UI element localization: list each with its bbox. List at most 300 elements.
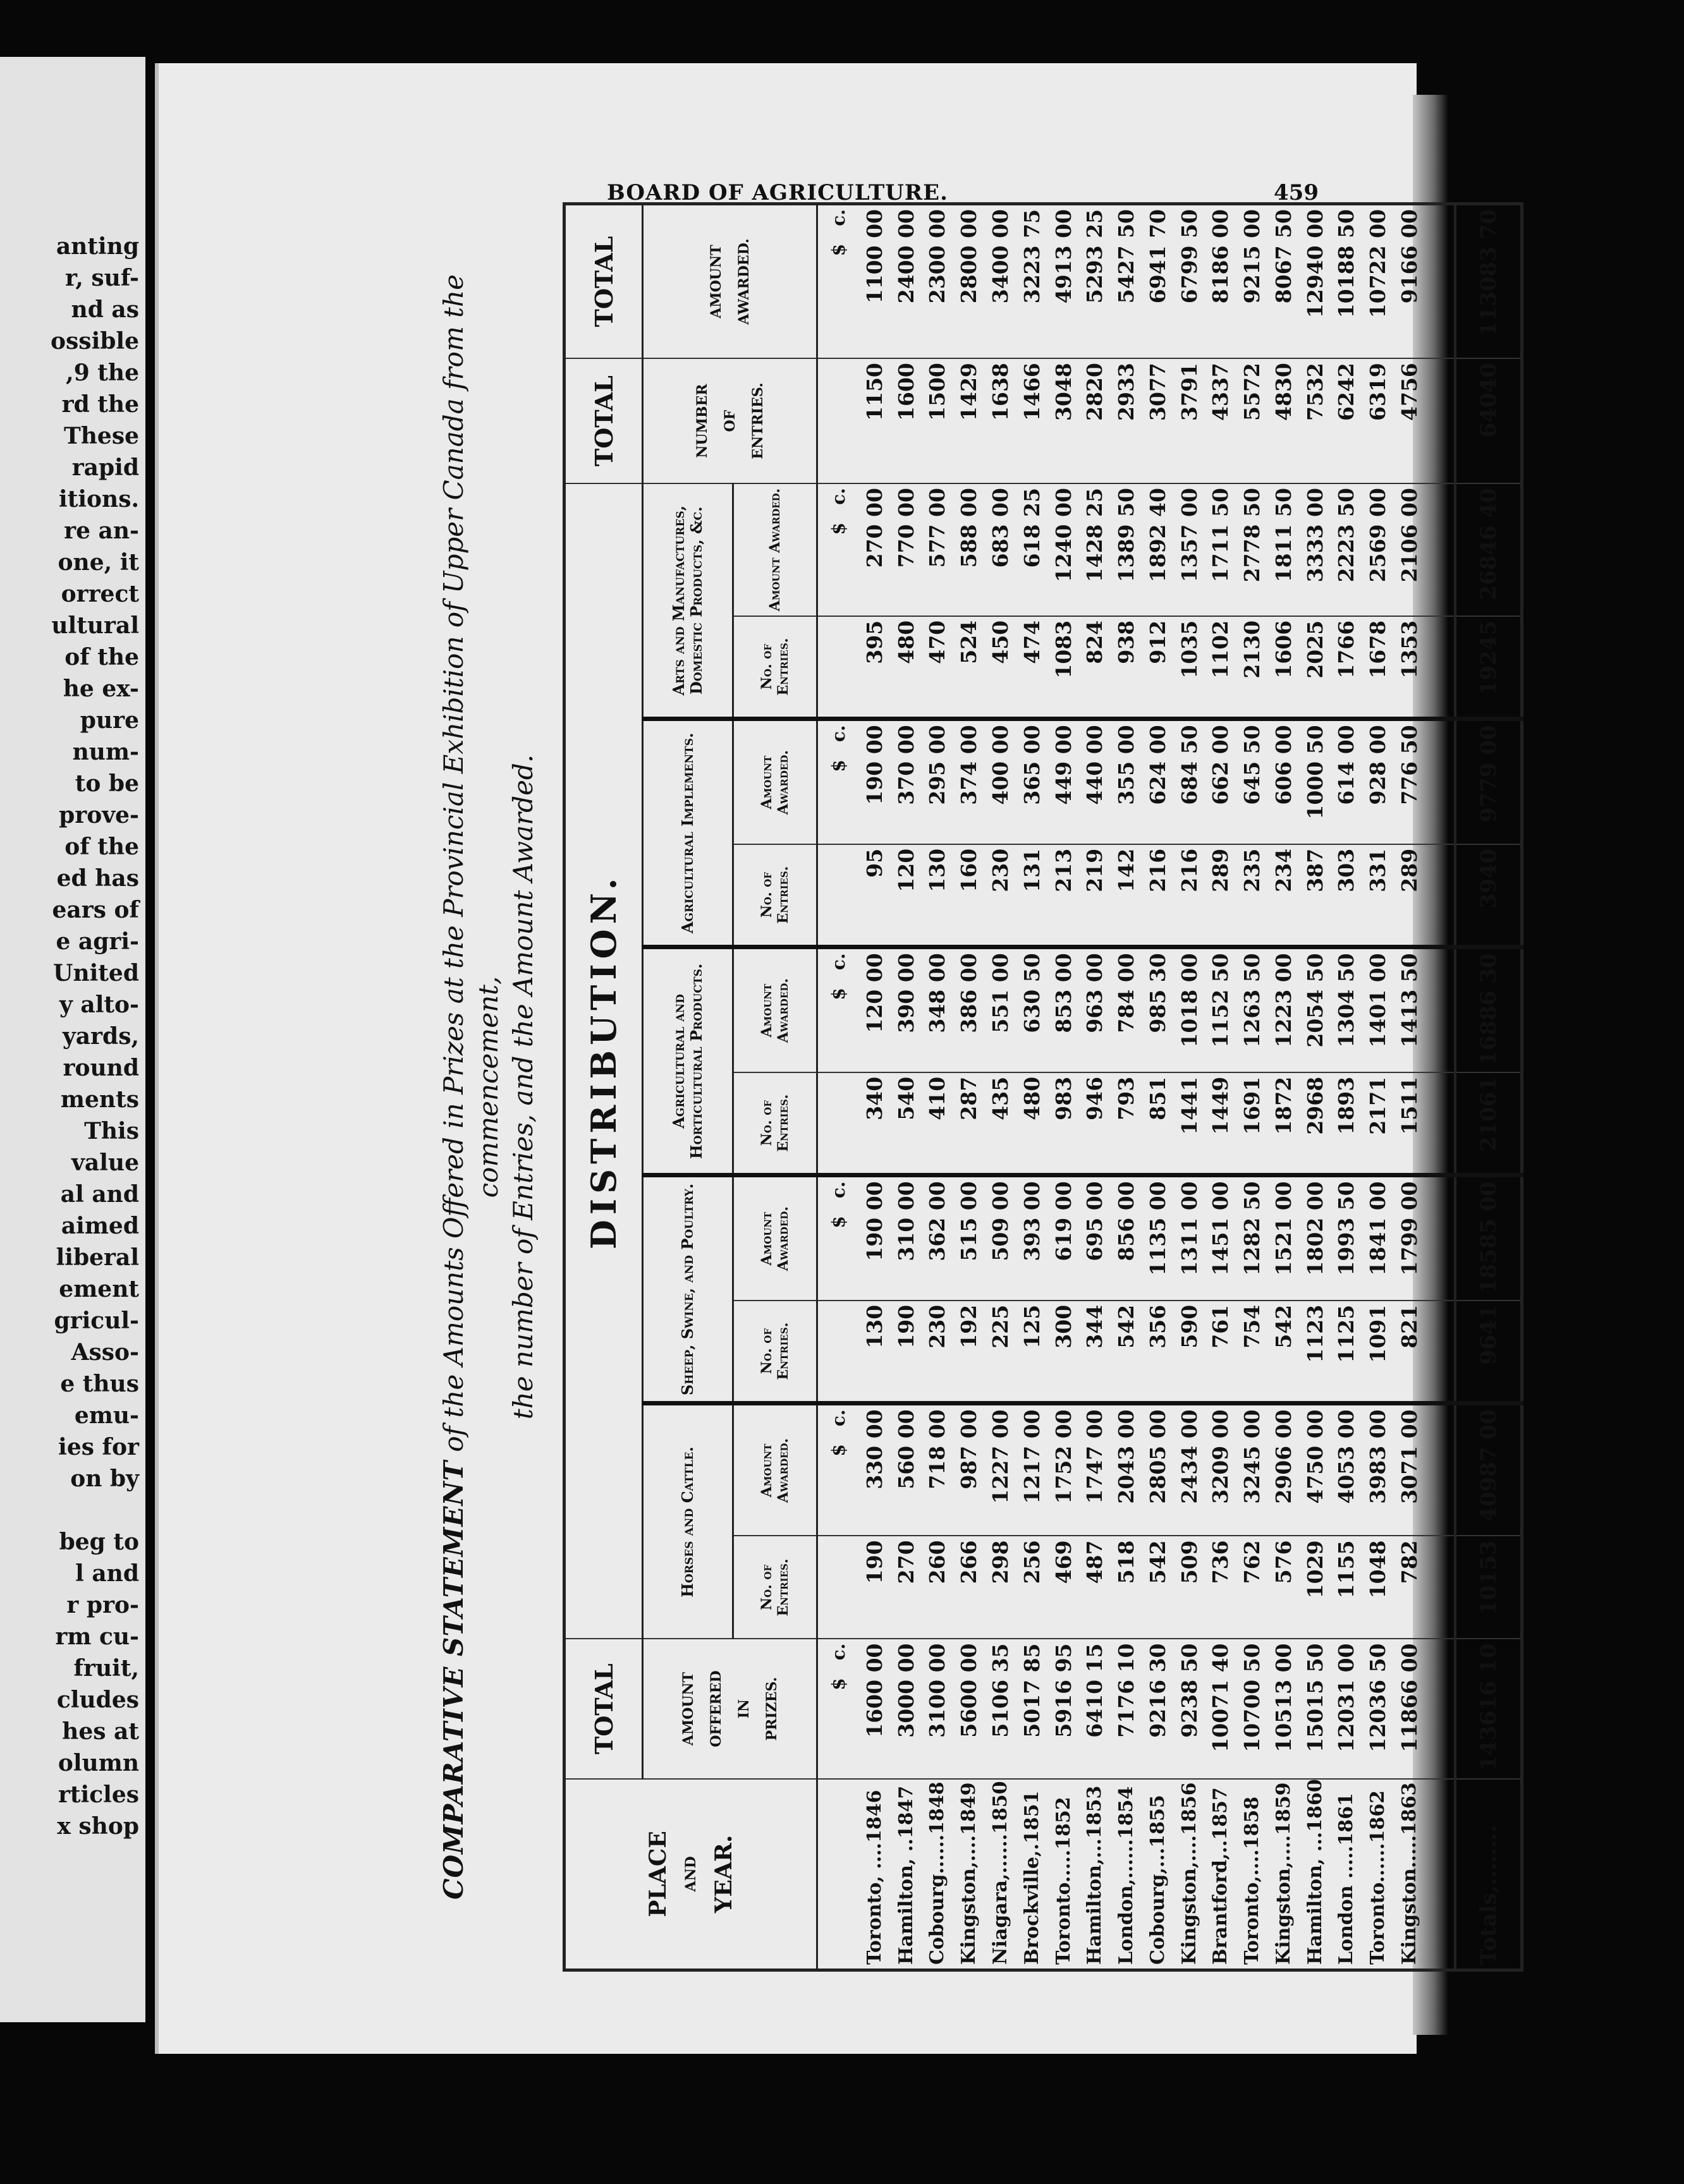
value-cell-ai-e: 289: [1205, 844, 1236, 947]
value-cell-am-a: 1240 00: [1048, 483, 1080, 616]
place-year-cell: Kingston.....1863: [1394, 1779, 1425, 1970]
value-cell-ss-a: 1799 00: [1394, 1175, 1425, 1301]
previous-page-line: y alto-: [59, 992, 139, 1018]
value-cell-ss-e: 192: [953, 1301, 985, 1404]
value-cell-t-a: 2800 00: [953, 204, 985, 359]
value-cell-t-a: 2400 00: [891, 204, 922, 359]
caption-line1: of the Amounts Offered in Prizes at the Provincial Exhibition of Upper Canada from the commencement,: [438, 274, 504, 1460]
value-cell-offered: 5017 85: [1016, 1639, 1048, 1778]
value-cell-t-a: 8067 50: [1268, 204, 1300, 359]
value-cell-ah-a: 985 30: [1142, 947, 1174, 1072]
value-cell-ah-a: 853 00: [1048, 947, 1080, 1072]
header-prizes: PRIZES.: [763, 1677, 780, 1741]
totals-cell-ss-e: 9641: [1455, 1301, 1522, 1404]
value-cell-ss-e: 761: [1205, 1301, 1236, 1404]
unit-dollar: $: [827, 988, 849, 1000]
value-cell-ss-a: 1451 00: [1205, 1175, 1236, 1301]
sub-ss-amount: Amount Awarded.: [733, 1175, 817, 1301]
value-cell-ah-a: 1263 50: [1236, 947, 1268, 1072]
unit-cell: [817, 947, 860, 1072]
value-cell-t-a: 2300 00: [922, 204, 954, 359]
sub-am-entries: No. of Entries.: [733, 616, 817, 719]
value-cell-ah-a: 348 00: [922, 947, 954, 1072]
previous-page-line: ,9 the: [66, 360, 139, 386]
previous-page-line: he ex-: [63, 676, 139, 702]
previous-page-line: aimed: [61, 1213, 139, 1239]
unit-dollar: $: [827, 760, 849, 772]
value-cell-t-a: 6941 70: [1142, 204, 1174, 359]
value-cell-hc-a: 560 00: [891, 1404, 922, 1536]
value-cell-offered: 12031 00: [1331, 1639, 1363, 1778]
value-cell-ah-a: 1018 00: [1174, 947, 1205, 1072]
previous-page-line: rd the: [61, 391, 139, 418]
unit-dollar: $: [827, 1444, 849, 1457]
value-cell-hc-a: 3983 00: [1362, 1404, 1394, 1536]
value-cell-ss-e: 125: [1016, 1301, 1048, 1404]
value-cell-t-e: 1638: [985, 358, 1016, 483]
previous-page-line: beg to: [59, 1529, 139, 1555]
previous-page-line: ed has: [56, 865, 139, 892]
value-cell-am-e: 1102: [1205, 616, 1236, 719]
header-distribution: DISTRIBUTION.: [564, 483, 643, 1639]
table-body: [817, 204, 1522, 1970]
table-row: [1142, 204, 1174, 1970]
spacer-cell: [1425, 844, 1455, 947]
previous-page-line: Asso-: [71, 1339, 139, 1366]
value-cell-hc-e: 487: [1079, 1536, 1111, 1639]
unit-empty-cell: [817, 1072, 860, 1175]
previous-page-line: rapid: [71, 454, 139, 481]
sub-hc-amount: Amount Awarded.: [733, 1404, 817, 1536]
header-year: YEAR.: [711, 1835, 737, 1914]
previous-page-line: round: [63, 1055, 139, 1081]
header-number-of-entries: [643, 358, 817, 483]
previous-page-line: ossible: [51, 328, 139, 355]
previous-page-line: gricul-: [54, 1307, 139, 1334]
previous-page-line: emu-: [74, 1402, 139, 1429]
table-caption: [436, 186, 556, 1987]
value-cell-ss-a: 190 00: [859, 1175, 891, 1301]
value-cell-t-e: 3077: [1142, 358, 1174, 483]
value-cell-ss-a: 509 00: [985, 1175, 1016, 1301]
value-cell-ss-e: 1091: [1362, 1301, 1394, 1404]
table-row: [922, 204, 954, 1970]
previous-page-line: al and: [60, 1181, 139, 1208]
value-cell-ss-e: 1123: [1300, 1301, 1331, 1404]
value-cell-t-e: 1500: [922, 358, 954, 483]
unit-empty-cell: [817, 1301, 860, 1404]
rotated-table-block: [436, 186, 1530, 1987]
value-cell-am-e: 912: [1142, 616, 1174, 719]
unit-empty-cell: [817, 844, 860, 947]
table-row: [1079, 204, 1111, 1970]
previous-page-line: prove-: [59, 802, 139, 828]
value-cell-hc-e: 469: [1048, 1536, 1080, 1639]
value-cell-am-a: 618 25: [1016, 483, 1048, 616]
value-cell-ss-a: 695 00: [1079, 1175, 1111, 1301]
value-cell-ss-e: 542: [1111, 1301, 1142, 1404]
value-cell-t-e: 2933: [1111, 358, 1142, 483]
value-cell-am-a: 2106 00: [1394, 483, 1425, 616]
value-cell-am-a: 770 00: [891, 483, 922, 616]
value-cell-t-a: 5427 50: [1111, 204, 1142, 359]
previous-page-line: itions.: [59, 486, 139, 513]
header-amount-awarded: [643, 204, 817, 359]
value-cell-ai-a: 365 00: [1016, 719, 1048, 844]
value-cell-ah-e: 851: [1142, 1072, 1174, 1175]
value-cell-t-e: 3048: [1048, 358, 1080, 483]
header-of: OF: [721, 410, 738, 432]
value-cell-hc-a: 1747 00: [1079, 1404, 1111, 1536]
table-row: [1362, 204, 1394, 1970]
spacer-cell: [1425, 1175, 1455, 1301]
value-cell-hc-a: 4750 00: [1300, 1404, 1331, 1536]
value-cell-ah-a: 120 00: [859, 947, 891, 1072]
value-cell-hc-e: 1029: [1300, 1536, 1331, 1639]
value-cell-hc-e: 1155: [1331, 1536, 1363, 1639]
value-cell-ai-e: 142: [1111, 844, 1142, 947]
value-cell-t-e: 7532: [1300, 358, 1331, 483]
header-place: PLACE: [645, 1831, 671, 1917]
value-cell-am-e: 2130: [1236, 616, 1268, 719]
value-cell-ss-a: 1993 50: [1331, 1175, 1363, 1301]
previous-page-line: cludes: [56, 1687, 139, 1713]
spacer-cell: [1425, 358, 1455, 483]
totals-cell-ai-e: 3940: [1455, 844, 1522, 947]
table-row: [1236, 204, 1268, 1970]
value-cell-ah-e: 435: [985, 1072, 1016, 1175]
value-cell-ai-a: 370 00: [891, 719, 922, 844]
value-cell-am-a: 1357 00: [1174, 483, 1205, 616]
value-cell-am-a: 1811 50: [1268, 483, 1300, 616]
unit-cell: [817, 483, 860, 616]
value-cell-ah-e: 540: [891, 1072, 922, 1175]
value-cell-offered: 1600 00: [859, 1639, 891, 1778]
value-cell-ai-e: 230: [985, 844, 1016, 947]
value-cell-ah-a: 390 00: [891, 947, 922, 1072]
value-cell-offered: 11866 00: [1394, 1639, 1425, 1778]
place-year-cell: Brantford,..1857: [1205, 1779, 1236, 1970]
previous-page-line: These: [63, 423, 139, 449]
unit-empty-cell: [817, 1536, 860, 1639]
value-cell-offered: 9238 50: [1174, 1639, 1205, 1778]
previous-page-line: on by: [70, 1465, 139, 1492]
value-cell-ai-e: 289: [1394, 844, 1425, 947]
value-cell-t-e: 3791: [1174, 358, 1205, 483]
header-awarded: AWARDED.: [735, 238, 752, 325]
comparative-statement-table: [563, 202, 1523, 1972]
value-cell-hc-a: 1217 00: [1016, 1404, 1048, 1536]
sub-ah-amount: Amount Awarded.: [733, 947, 817, 1072]
value-cell-ss-a: 393 00: [1016, 1175, 1048, 1301]
spacer-row: [1425, 204, 1455, 1970]
value-cell-am-a: 577 00: [922, 483, 954, 616]
value-cell-ss-e: 754: [1236, 1301, 1268, 1404]
previous-page-line: e thus: [60, 1371, 139, 1397]
value-cell-ah-e: 287: [953, 1072, 985, 1175]
previous-page-line: liberal: [56, 1244, 139, 1271]
unit-cell: [817, 1175, 860, 1301]
unit-cell: [817, 204, 860, 359]
value-cell-ah-e: 793: [1111, 1072, 1142, 1175]
value-cell-hc-a: 2043 00: [1111, 1404, 1142, 1536]
value-cell-t-e: 6242: [1331, 358, 1363, 483]
spacer-cell: [1425, 204, 1455, 359]
totals-cell-ah-a: 16886 30: [1455, 947, 1522, 1072]
value-cell-offered: 9216 30: [1142, 1639, 1174, 1778]
unit-cents: c.: [827, 725, 849, 743]
value-cell-ai-e: 331: [1362, 844, 1394, 947]
spacer-cell: [1425, 1639, 1455, 1778]
unit-dollar: $: [827, 522, 849, 535]
value-cell-offered: 6410 15: [1079, 1639, 1111, 1778]
unit-cents: c.: [827, 1643, 849, 1661]
value-cell-ss-e: 344: [1079, 1301, 1111, 1404]
value-cell-am-a: 2569 00: [1362, 483, 1394, 616]
value-cell-am-e: 450: [985, 616, 1016, 719]
value-cell-hc-a: 2434 00: [1174, 1404, 1205, 1536]
running-header: BOARD OF AGRICULTURE.: [607, 180, 948, 205]
previous-page-line: anting: [56, 233, 139, 260]
place-year-cell: Toronto.....1852: [1048, 1779, 1080, 1970]
value-cell-ai-a: 1000 50: [1300, 719, 1331, 844]
value-cell-t-a: 1100 00: [859, 204, 891, 359]
table-row: [1331, 204, 1363, 1970]
value-cell-ai-e: 95: [859, 844, 891, 947]
header-agri-horti-products: Agricultural and Horticultural Products.: [643, 947, 733, 1175]
value-cell-hc-e: 542: [1142, 1536, 1174, 1639]
value-cell-ai-a: 684 50: [1174, 719, 1205, 844]
value-cell-ai-a: 928 00: [1362, 719, 1394, 844]
value-cell-offered: 10513 00: [1268, 1639, 1300, 1778]
value-cell-hc-a: 3071 00: [1394, 1404, 1425, 1536]
value-cell-hc-e: 782: [1394, 1536, 1425, 1639]
place-year-cell: London,......1854: [1111, 1779, 1142, 1970]
table-row: [1300, 204, 1331, 1970]
value-cell-am-a: 683 00: [985, 483, 1016, 616]
value-cell-hc-e: 266: [953, 1536, 985, 1639]
previous-page-line: one, it: [58, 549, 139, 576]
previous-page-line: United: [53, 960, 139, 986]
value-cell-ah-a: 630 50: [1016, 947, 1048, 1072]
value-cell-t-a: 9215 00: [1236, 204, 1268, 359]
value-cell-ah-e: 1511: [1394, 1072, 1425, 1175]
value-cell-hc-e: 1048: [1362, 1536, 1394, 1639]
value-cell-t-e: 4756: [1394, 358, 1425, 483]
value-cell-ai-e: 216: [1174, 844, 1205, 947]
value-cell-hc-e: 518: [1111, 1536, 1142, 1639]
previous-page-line: ultural: [51, 612, 139, 639]
previous-page-line: e agri-: [56, 928, 139, 955]
value-cell-am-e: 824: [1079, 616, 1111, 719]
value-cell-ah-e: 1691: [1236, 1072, 1268, 1175]
previous-page-line: ments: [60, 1086, 139, 1113]
unit-cell: [817, 1639, 860, 1778]
previous-page-line: fruit,: [73, 1655, 139, 1682]
value-cell-am-a: 1428 25: [1079, 483, 1111, 616]
value-cell-ai-e: 160: [953, 844, 985, 947]
value-cell-am-e: 1353: [1394, 616, 1425, 719]
value-cell-ss-e: 356: [1142, 1301, 1174, 1404]
totals-cell-offered: 143616 10: [1455, 1639, 1522, 1778]
unit-cents: c.: [827, 953, 849, 971]
value-cell-ah-e: 1449: [1205, 1072, 1236, 1175]
value-cell-ai-a: 400 00: [985, 719, 1016, 844]
value-cell-hc-a: 1227 00: [985, 1404, 1016, 1536]
value-cell-hc-a: 987 00: [953, 1404, 985, 1536]
header-horses-cattle: Horses and Cattle.: [643, 1404, 733, 1639]
value-cell-t-e: 5572: [1236, 358, 1268, 483]
value-cell-ss-e: 130: [859, 1301, 891, 1404]
value-cell-am-a: 588 00: [953, 483, 985, 616]
previous-page-line: This: [84, 1118, 139, 1144]
value-cell-ss-e: 542: [1268, 1301, 1300, 1404]
spacer-cell: [1425, 719, 1455, 844]
unit-cents: c.: [827, 488, 849, 505]
caption-line2: the number of Entries, and the Amount Awarded.: [508, 754, 539, 1420]
sub-am-amount: Amount Awarded.: [733, 483, 817, 616]
value-cell-ah-a: 2054 50: [1300, 947, 1331, 1072]
value-cell-ai-e: 120: [891, 844, 922, 947]
totals-cell-t-a: 113083 70: [1455, 204, 1522, 359]
value-cell-ah-e: 410: [922, 1072, 954, 1175]
header-amount: AMOUNT: [680, 1671, 697, 1746]
value-cell-am-e: 2025: [1300, 616, 1331, 719]
value-cell-am-e: 395: [859, 616, 891, 719]
value-cell-offered: 12036 50: [1362, 1639, 1394, 1778]
value-cell-hc-a: 3209 00: [1205, 1404, 1236, 1536]
value-cell-ai-e: 234: [1268, 844, 1300, 947]
value-cell-ah-e: 946: [1079, 1072, 1111, 1175]
value-cell-ah-a: 1401 00: [1362, 947, 1394, 1072]
previous-page-line: ears of: [52, 897, 139, 923]
value-cell-ai-a: 449 00: [1048, 719, 1080, 844]
value-cell-ss-e: 821: [1394, 1301, 1425, 1404]
previous-page-line: of the: [64, 644, 139, 670]
header-total-offered: TOTAL: [564, 1639, 643, 1778]
value-cell-ss-e: 225: [985, 1301, 1016, 1404]
value-cell-ai-a: 606 00: [1268, 719, 1300, 844]
value-cell-ai-a: 624 00: [1142, 719, 1174, 844]
value-cell-t-e: 1150: [859, 358, 891, 483]
table-row: [1268, 204, 1300, 1970]
value-cell-am-e: 1035: [1174, 616, 1205, 719]
value-cell-offered: 5600 00: [953, 1639, 985, 1778]
value-cell-t-a: 8186 00: [1205, 204, 1236, 359]
value-cell-t-a: 10188 50: [1331, 204, 1363, 359]
value-cell-ss-a: 1311 00: [1174, 1175, 1205, 1301]
totals-row: [1455, 204, 1522, 1970]
value-cell-am-e: 474: [1016, 616, 1048, 719]
spacer-cell: [1425, 616, 1455, 719]
value-cell-ah-a: 1304 50: [1331, 947, 1363, 1072]
value-cell-ah-e: 1893: [1331, 1072, 1363, 1175]
unit-cents: c.: [827, 1181, 849, 1199]
totals-label: Totals,........: [1455, 1779, 1522, 1970]
value-cell-ss-a: 1802 00: [1300, 1175, 1331, 1301]
previous-page-line: yards,: [62, 1023, 139, 1050]
value-cell-offered: 10071 40: [1205, 1639, 1236, 1778]
value-cell-am-a: 270 00: [859, 483, 891, 616]
header-sheep-swine-poultry: Sheep, Swine, and Poultry.: [643, 1175, 733, 1404]
value-cell-ai-a: 614 00: [1331, 719, 1363, 844]
value-cell-am-a: 2778 50: [1236, 483, 1268, 616]
value-cell-ah-a: 784 00: [1111, 947, 1142, 1072]
totals-cell-ah-e: 21061: [1455, 1072, 1522, 1175]
value-cell-t-e: 6319: [1362, 358, 1394, 483]
value-cell-ss-e: 300: [1048, 1301, 1080, 1404]
header-offered: OFFERED: [707, 1670, 724, 1747]
caption-lead: COMPARATIVE STATEMENT: [438, 1460, 469, 1900]
value-cell-ah-a: 963 00: [1079, 947, 1111, 1072]
value-cell-ah-a: 386 00: [953, 947, 985, 1072]
value-cell-ss-a: 1135 00: [1142, 1175, 1174, 1301]
header-agri-implements: Agricultural Implements.: [643, 719, 733, 947]
totals-cell-ss-a: 18585 00: [1455, 1175, 1522, 1301]
table-row: [1394, 204, 1425, 1970]
value-cell-ai-a: 440 00: [1079, 719, 1111, 844]
value-cell-am-e: 1766: [1331, 616, 1363, 719]
value-cell-ah-e: 1872: [1268, 1072, 1300, 1175]
value-cell-hc-e: 736: [1205, 1536, 1236, 1639]
value-cell-hc-a: 718 00: [922, 1404, 954, 1536]
spacer-cell: [1425, 1779, 1455, 1970]
value-cell-ai-a: 645 50: [1236, 719, 1268, 844]
value-cell-ah-a: 1413 50: [1394, 947, 1425, 1072]
place-year-cell: Hamilton,...1853: [1079, 1779, 1111, 1970]
place-year-cell: Kingston,....1856: [1174, 1779, 1205, 1970]
previous-page-line: r, suf-: [65, 265, 139, 291]
sub-ai-amount: Amount Awarded.: [733, 719, 817, 844]
header-entries: ENTRIES.: [749, 382, 766, 459]
header-arts-manufactures: Arts and Manufactures, Domestic Products, &c.: [643, 483, 733, 719]
value-cell-am-e: 1606: [1268, 616, 1300, 719]
place-year-cell: London .....1861: [1331, 1779, 1363, 1970]
header-in: IN: [735, 1699, 752, 1719]
value-cell-offered: 10700 50: [1236, 1639, 1268, 1778]
previous-page-fragment: [0, 57, 145, 2022]
value-cell-hc-e: 762: [1236, 1536, 1268, 1639]
totals-cell-ai-a: 9779 00: [1455, 719, 1522, 844]
previous-page-line: l and: [75, 1560, 139, 1587]
value-cell-t-a: 5293 25: [1079, 204, 1111, 359]
value-cell-ai-e: 235: [1236, 844, 1268, 947]
value-cell-ai-a: 776 50: [1394, 719, 1425, 844]
value-cell-am-e: 938: [1111, 616, 1142, 719]
value-cell-ss-a: 619 00: [1048, 1175, 1080, 1301]
value-cell-am-a: 1892 40: [1142, 483, 1174, 616]
value-cell-am-a: 2223 50: [1331, 483, 1363, 616]
value-cell-ah-e: 2968: [1300, 1072, 1331, 1175]
spacer-cell: [1425, 1072, 1455, 1175]
previous-page-line: [51, 1495, 139, 1526]
value-cell-offered: 15015 50: [1300, 1639, 1331, 1778]
unit-cell: [817, 719, 860, 844]
value-cell-ss-a: 515 00: [953, 1175, 985, 1301]
unit-cell: [817, 1404, 860, 1536]
value-cell-hc-e: 509: [1174, 1536, 1205, 1639]
place-year-cell: Toronto,....1858: [1236, 1779, 1268, 1970]
value-cell-ss-e: 190: [891, 1301, 922, 1404]
spacer-cell: [1425, 1404, 1455, 1536]
place-year-cell: Toronto......1862: [1362, 1779, 1394, 1970]
value-cell-t-a: 6799 50: [1174, 204, 1205, 359]
value-cell-ai-e: 130: [922, 844, 954, 947]
value-cell-am-e: 470: [922, 616, 954, 719]
place-year-cell: Niagara,......1850: [985, 1779, 1016, 1970]
spacer-cell: [1425, 947, 1455, 1072]
unit-empty-cell: [817, 1779, 860, 1970]
